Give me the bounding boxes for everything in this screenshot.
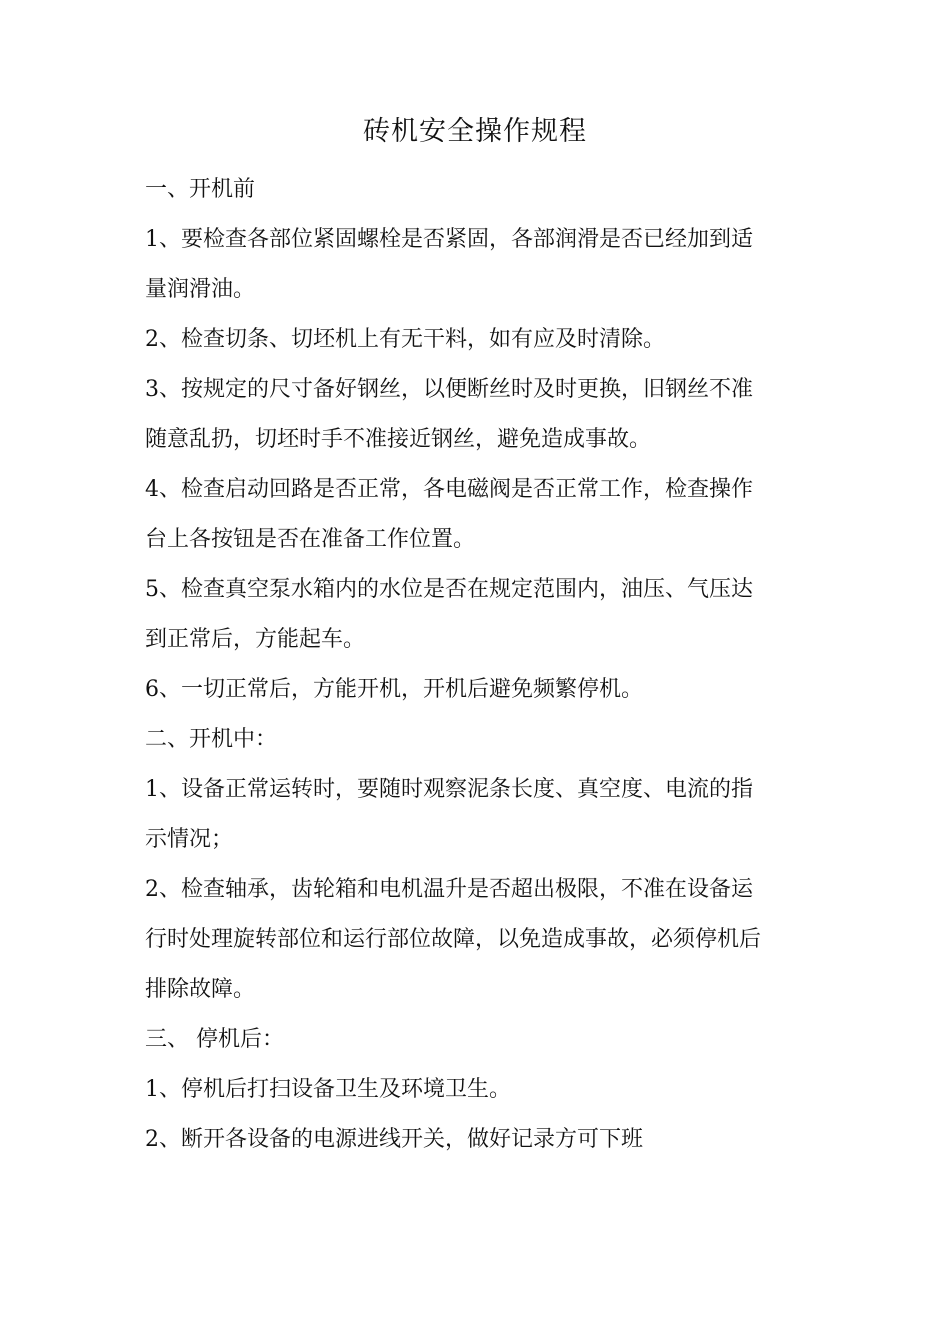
paragraph-line: 量润滑油。: [145, 277, 256, 302]
paragraph-line: 到正常后，方能起车。: [145, 627, 366, 652]
paragraph-line: 1、设备正常运转时，要随时观察泥条长度、真空度、电流的指: [145, 777, 753, 802]
paragraph-line: 示情况；: [145, 827, 234, 852]
section-heading-after-stop: 三、 停机后：: [145, 1027, 284, 1052]
paragraph-line: 2、检查切条、切坯机上有无干料，如有应及时清除。: [145, 327, 665, 352]
paragraph-line: 随意乱扔，切坯时手不准接近钢丝，避免造成事故。: [145, 427, 652, 452]
paragraph-line: 排除故障。: [145, 977, 256, 1002]
paragraph-line: 2、检查轴承，齿轮箱和电机温升是否超出极限，不准在设备运: [145, 877, 753, 902]
paragraph-line: 台上各按钮是否在准备工作位置。: [145, 527, 476, 552]
paragraph-line: 5、检查真空泵水箱内的水位是否在规定范围内，油压、气压达: [145, 577, 753, 602]
document-body: [145, 165, 810, 1165]
section-heading-during-operation: 二、开机中：: [145, 727, 278, 752]
paragraph-line: 行时处理旋转部位和运行部位故障，以免造成事故，必须停机后: [145, 927, 762, 952]
document-title: 砖机安全操作规程: [363, 116, 587, 147]
paragraph-line: 6、一切正常后，方能开机，开机后避免频繁停机。: [145, 677, 643, 702]
paragraph-line: 2、断开各设备的电源进线开关，做好记录方可下班: [145, 1127, 643, 1152]
paragraph-line: 1、要检查各部位紧固螺栓是否紧固，各部润滑是否已经加到适: [145, 227, 753, 252]
paragraph-line: 4、检查启动回路是否正常，各电磁阀是否正常工作，检查操作: [145, 477, 753, 502]
paragraph-line: 3、按规定的尺寸备好钢丝，以便断丝时及时更换，旧钢丝不准: [145, 377, 753, 402]
paragraph-line: 1、停机后打扫设备卫生及环境卫生。: [145, 1077, 511, 1102]
section-heading-before-start: 一、开机前: [145, 177, 256, 202]
